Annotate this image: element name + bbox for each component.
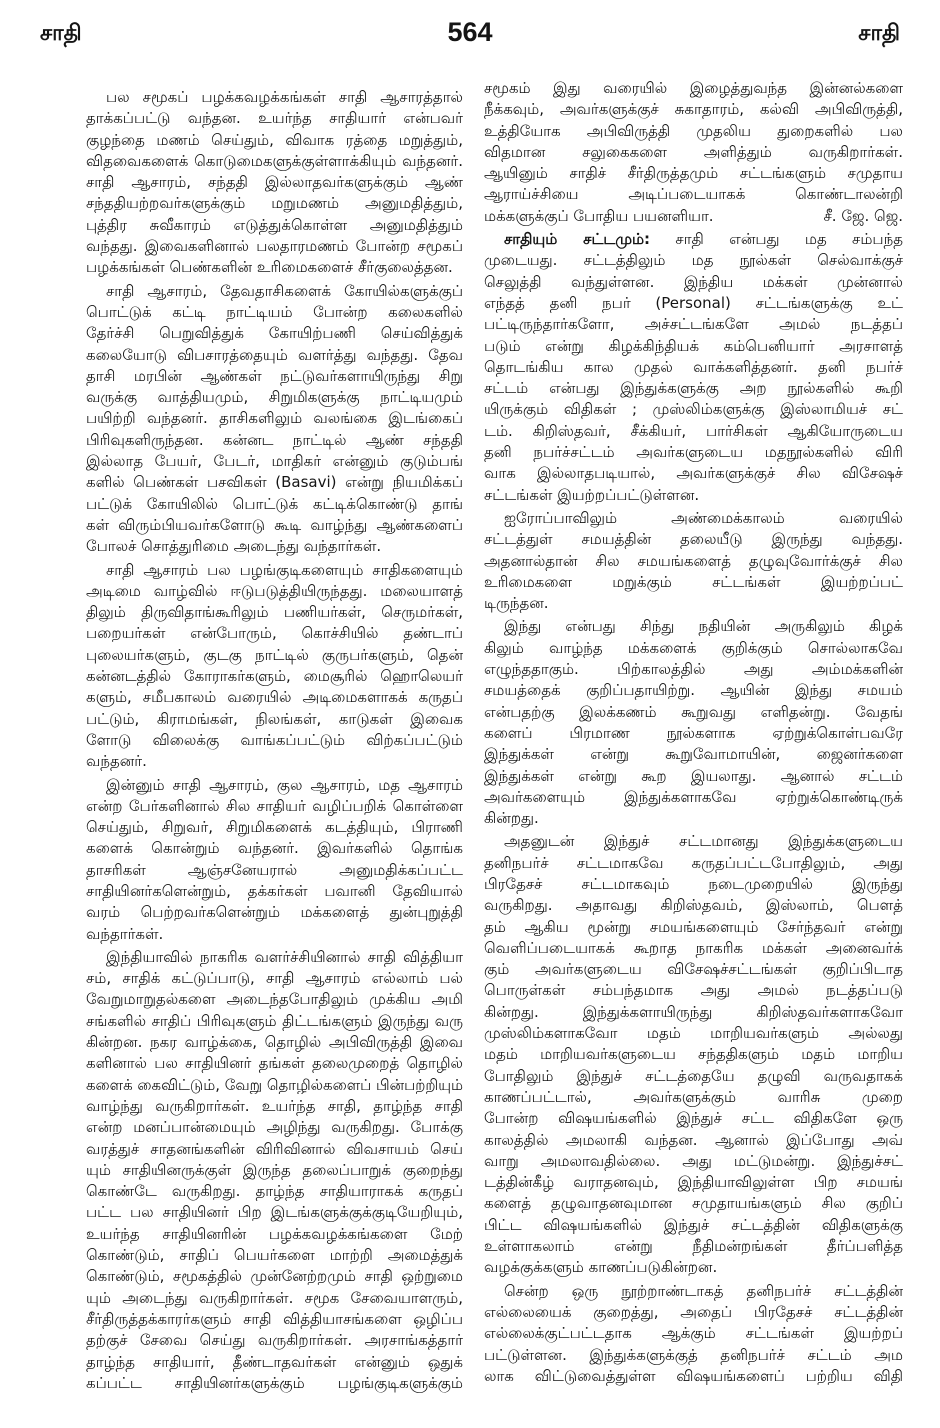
line-text: விதமான சலுகைகளை அளித்தும் வருகிறார்கள். — [484, 142, 903, 161]
text-line — [86, 257, 463, 278]
line-text: பட்டிருந்தார்களோ, அச்சட்டங்களே அமல் நடத்தப் — [484, 315, 903, 334]
text-line — [484, 702, 903, 723]
text-line — [86, 924, 463, 945]
line-text: இந்துக்கள் என்று கூறுவோமாயின், ஜைனர்களை — [484, 745, 903, 764]
line-text: சாதி ஆசாரம், சந்ததி இல்லாதவர்களுக்கும் ஆண் — [86, 173, 463, 192]
text-line — [86, 130, 463, 151]
text-line — [86, 687, 463, 708]
line-text: களினால் பல சாதியினர் தங்கள் தலைமுறைத் தொழில் — [86, 1054, 463, 1073]
line-text: டம். கிறிஸ்தவர், சீக்கியர், பார்சிகள் ஆகியோருடைய — [484, 421, 903, 440]
paragraph — [484, 229, 903, 506]
line-text: பழக்கங்கள் பெண்களின் உரிமைகளைச் சீர்குலைத்தன. — [86, 258, 453, 277]
text-line — [484, 121, 903, 142]
line-text: உரிமைகளை மறுக்கும் சட்டங்கள் இயற்றப்பட் — [484, 572, 903, 591]
line-text: கொண்டும், சமூகத்தில் முன்னேற்றமும் சாதி ஒற்றுமை — [86, 1267, 463, 1286]
text-line — [484, 163, 903, 184]
text-line — [86, 430, 463, 451]
text-line — [484, 1087, 903, 1108]
text-line — [86, 838, 463, 859]
text-line — [86, 666, 463, 687]
text-line — [86, 1309, 463, 1330]
text-line — [484, 659, 903, 680]
line-text: எல்லையைக் குறைத்து, அதைப் பிரதேசச் சட்டத்தின் — [484, 1302, 903, 1321]
paragraph — [484, 1281, 903, 1387]
line-text: மதம் மாறியவர்களுடைய சந்ததிகளும் மதம் மாறிய — [484, 1045, 903, 1064]
line-text: அதனுடன் இந்துச் சட்டமானது இந்துக்களுடைய — [504, 832, 903, 851]
text-line — [86, 1224, 463, 1245]
text-line — [484, 1257, 903, 1278]
line-text: படும் என்று கிழக்கிந்தியக் கம்பெனியார் அரசாளத் — [484, 336, 903, 355]
text-line — [86, 1117, 463, 1138]
text-line — [86, 560, 463, 581]
line-text: பட்டுக் கோயிலில் பொட்டுக் கட்டிக்கொண்டு தாங் — [86, 494, 463, 513]
line-text: களைக் கைவிட்டும், வேறு தொழில்களைப் பின்பற்றியும் — [86, 1075, 463, 1094]
line-text: இந்து என்பது சிந்து நதியின் அருகிலும் கிழக் — [504, 617, 903, 636]
paragraph — [86, 775, 463, 945]
text-line — [484, 1236, 903, 1257]
text-line — [86, 860, 463, 881]
line-text: பறையர்கள் என்போரும், கொச்சியில் தண்டாப் — [86, 624, 463, 643]
text-line — [484, 1215, 903, 1236]
line-text: லாக விட்டுவைத்துள்ள விஷயங்களைப் பற்றிய விதி — [484, 1366, 903, 1385]
text-line — [484, 1366, 903, 1387]
text-line — [484, 572, 903, 593]
text-line — [484, 959, 903, 980]
text-line — [484, 485, 903, 506]
text-line — [86, 1288, 463, 1309]
line-text: கொண்டும், சாதிப் பெயர்களை மாற்றி அமைத்துக் — [86, 1246, 463, 1265]
text-line — [484, 638, 903, 659]
text-line — [86, 1096, 463, 1117]
text-line — [86, 515, 463, 536]
text-line — [484, 293, 903, 314]
line-text: களைக் கொன்றும் வந்தனர். இவர்களில் தொங்க — [86, 839, 463, 858]
line-text: தனிநபர்ச் சட்டமாகவே கருதப்பட்டபோதிலும், அது — [484, 853, 903, 872]
text-line — [86, 172, 463, 193]
text-line — [86, 1011, 463, 1032]
line-text: எந்தத் தனி நபர் (Personal) சட்டங்களுக்கு உட் — [484, 293, 903, 312]
line-text: பட்டும், கிராமங்கள், நிலங்கள், காடுகள் இவைக — [86, 709, 463, 728]
running-head-left: சாதி — [40, 21, 82, 46]
line-text: தேர்ச்சி பெறுவித்துக் கோயிற்பணி செய்வித்துக் — [86, 324, 463, 343]
paragraph — [484, 831, 903, 1278]
line-text: என்ற மனப்பான்மையும் அழிந்து வருகிறது. போக்கு — [86, 1118, 463, 1137]
text-line — [484, 1172, 903, 1193]
line-text: எல்லைக்குட்பட்டதாக ஆக்கும் சட்டங்கள் இயற்றப் — [484, 1324, 903, 1343]
text-line — [86, 902, 463, 923]
line-text: பட்ட பல சாதியினர் பிற இடங்களுக்குக்குடியேறியும், — [86, 1203, 463, 1222]
text-line — [86, 281, 463, 302]
text-line — [86, 387, 463, 408]
line-text: யும் சாதியினருக்குள் இருந்த தலைப்பாறுக் குறைந்து — [86, 1160, 463, 1179]
text-line — [484, 980, 903, 1001]
line-text: பிரிவுகளிருந்தன. கன்னட நாட்டில் ஆண் சந்ததி — [86, 430, 463, 449]
line-text: மக்களுக்குப் போதிய பயனளியா. — [484, 206, 714, 225]
line-text: களைப் பிரமாண நூல்களாக ஏற்றுக்கொள்பவரே — [484, 723, 903, 742]
line-text: ளோடு விலைக்கு வாங்கப்பட்டும் விற்கப்பட்டும் — [86, 730, 463, 749]
text-line — [86, 796, 463, 817]
text-line — [86, 602, 463, 623]
text-line — [484, 336, 903, 357]
right-column — [484, 78, 903, 1387]
line-text: பொட்டுக் கட்டி நாட்டியம் போன்ற கலைகளில் — [86, 302, 463, 321]
text-line — [86, 302, 463, 323]
line-text: செய்தும், சிறுவர், சிறுமிகளைக் கடத்தியும், பிராணி — [86, 818, 463, 837]
line-text: கொண்டே வருகிறது. தாழ்ந்த சாதியாராகக் கருதப் — [86, 1182, 463, 1201]
line-text: தம் ஆகிய மூன்று சமயங்களையும் சேர்ந்தவர் என்று — [484, 917, 903, 936]
line-text: சம், சாதிக் கட்டுப்பாடு, சாதி ஆசாரம் எல்லாம் பல் — [86, 969, 463, 988]
text-line — [484, 529, 903, 550]
text-line — [86, 1373, 463, 1394]
text-line — [484, 99, 903, 120]
line-text: இந்துக்கள் என்று கூற இயலாது. ஆனால் சட்டம் — [484, 766, 903, 785]
text-line — [86, 151, 463, 172]
text-line — [484, 831, 903, 852]
line-text: பயிற்றி வந்தனர். தாசிகளிலும் வலங்கை இடங்கைப் — [86, 409, 463, 428]
line-text: இன்னும் சாதி ஆசாரம், குல ஆசாரம், மத ஆசாரம் — [106, 775, 463, 794]
line-text: சாதியினர்களென்றும், தக்கர்கள் பவானி தேவியால் — [86, 881, 463, 900]
line-text: இந்தியாவில் நாகரிக வளர்ச்சியினால் சாதி வித்தியா — [106, 947, 463, 966]
line-text: வரத்துச் சாதனங்களின் விரிவினால் விவசாயம் செய் — [86, 1139, 463, 1158]
line-text: டத்தின்கீழ் வராதனவும், இந்தியாவிலுள்ள பிற சமயங் — [484, 1173, 903, 1192]
text-line — [484, 1044, 903, 1065]
running-head-right: சாதி — [858, 21, 900, 46]
line-text: யிருக்கும் விதிகள் ; முஸ்லிம்களுக்கு இஸ்லாமியச் சட் — [484, 400, 903, 419]
line-text: சமயத்தைக் குறிப்பதாயிற்று. ஆயின் இந்து சமயம் — [484, 681, 903, 700]
text-line — [484, 1345, 903, 1366]
line-text: சட்டம் என்பது இந்துக்களுக்கு அற நூல்களில் கூறி — [484, 379, 903, 398]
text-line — [484, 853, 903, 874]
text-line — [484, 442, 903, 463]
line-text: களில் பெண்கள் பசவிகள் (Basavi) என்று நியமிக்கப் — [86, 473, 463, 492]
text-line — [484, 314, 903, 335]
line-text: வாக இல்லாதபடியால், அவர்களுக்குச் சில விசேஷச் — [484, 464, 903, 483]
text-line — [86, 623, 463, 644]
line-text: பிரதேசச் சட்டமாகவும் நடைமுறையில் இருந்து — [484, 874, 903, 893]
text-line — [86, 1245, 463, 1266]
line-text: உத்தியோக அபிவிருத்தி முதலிய துறைகளில் பல — [484, 121, 903, 140]
line-text: தற்குச் சேவை செய்து வருகிறார்கள். அரசாங்கத்தார் — [86, 1331, 463, 1350]
line-text: வருகிறது. அதாவது கிறிஸ்தவம், இஸ்லாம், பௌத் — [484, 896, 903, 915]
line-text: தாக்கப்பட்டு வந்தன. உயர்ந்த சாதியார் என்பவர் — [86, 109, 463, 128]
text-line — [484, 744, 903, 765]
line-text: வந்தனர். — [86, 752, 147, 771]
text-line — [86, 968, 463, 989]
line-text: பட்டுள்ளன. இந்துக்களுக்குத் தனிநபர்ச் சட்டம் அம — [484, 1345, 903, 1364]
text-line — [484, 142, 903, 163]
line-text: கின்றது. இந்துக்களாயிருந்து கிறிஸ்தவர்களாகவோ — [484, 1002, 903, 1021]
line-text: காணப்பட்டால், அவர்களுக்கும் வாரிசு முறை — [484, 1087, 903, 1106]
text-line — [86, 366, 463, 387]
text-line — [484, 78, 903, 99]
text-line — [484, 357, 903, 378]
text-line — [484, 808, 903, 829]
left-column — [86, 87, 463, 1394]
text-line — [484, 1323, 903, 1344]
line-text: ஆயினும் சாதிச் சீர்திருத்தமும் சட்டங்களும் சமுதாய — [484, 164, 903, 183]
line-text: போலச் சொத்துரிமை அடைந்து வந்தார்கள். — [86, 537, 382, 556]
text-line — [86, 1160, 463, 1181]
text-line — [86, 323, 463, 344]
paragraph — [86, 947, 463, 1394]
text-line — [86, 751, 463, 772]
line-text: தாசி மரபின் ஆண்கள் நட்டுவர்களாயிருந்து சிறு — [86, 366, 463, 385]
line-text: சமூகம் இது வரையில் இழைத்துவந்த இன்னல்களை — [484, 79, 903, 97]
text-line — [86, 193, 463, 214]
line-text: கிலும் வாழ்ந்த மக்களைக் குறிக்கும் சொல்லாகவே — [484, 638, 903, 657]
line-text: குழந்தை மணம் செய்தும், விவாக ரத்தை மறுத்தும், — [86, 130, 463, 149]
line-text: பொருள்கள் சம்பந்தமாக அது அமல் நடத்தப்படு — [484, 981, 903, 1000]
line-text: போதிலும் இந்துச் சட்டத்தையே தழுவி வருவதாகக் — [484, 1066, 903, 1085]
text-line — [86, 408, 463, 429]
text-line — [86, 345, 463, 366]
line-text: யும் அடைந்து வருகிறார்கள். சமூக சேவையாளரும், — [86, 1288, 463, 1307]
paragraph — [484, 616, 903, 829]
line-text: வந்தது. இவைகளினால் பலதாரமணம் போன்ற சமூகப் — [86, 237, 463, 256]
text-line — [484, 1193, 903, 1214]
text-line — [86, 1352, 463, 1373]
text-line — [484, 616, 903, 637]
text-line — [484, 1302, 903, 1323]
line-text: பிட்ட விஷயங்களில் இந்துச் சட்டத்தின் விதிகளுக்கு — [484, 1215, 903, 1234]
line-text: கும் அவர்களுடைய விசேஷச்சட்டங்கள் குறிப்பிடாத — [484, 960, 903, 979]
text-line — [484, 229, 903, 250]
text-line — [484, 1023, 903, 1044]
text-line — [86, 536, 463, 557]
line-text: கலையோடு விபசாரத்தையும் வளர்த்து வந்தது. தேவ — [86, 345, 463, 364]
text-line — [86, 730, 463, 751]
line-text: அடிமை வாழ்வில் ஈடுபடுத்தியிருந்தது. மலையாளத் — [86, 581, 463, 600]
line-text: வேறுமாறுதல்களை அடைந்தபோதிலும் முக்கிய அமி — [86, 990, 463, 1009]
line-text: டிருந்தன. — [484, 594, 549, 613]
line-text: வழக்குக்களும் காணப்படுகின்றன. — [484, 1258, 718, 1277]
line-text: முஸ்லிம்களாகவோ மதம் மாறியவர்களும் அல்லது — [484, 1024, 903, 1043]
line-text: உயர்ந்த சாதியினரின் பழக்கவழக்கங்களை மேற் — [86, 1224, 463, 1243]
text-line — [86, 1032, 463, 1053]
line-text: திலும் திருவிதாங்கூரிலும் பணியர்கள், செருமர்கள், — [86, 603, 463, 622]
line-text: புத்திர சுவீகாரம் எடுத்துக்கொள்ள அனுமதித்தும் — [86, 215, 463, 234]
line-text: ஐரோப்பாவிலும் அண்மைக்காலம் வரையில் — [504, 508, 903, 527]
text-line — [86, 881, 463, 902]
line-text: இல்லாத பேயர், பேடர், மாதிகர் என்னும் குடும்பங் — [86, 452, 463, 471]
text-line — [484, 723, 903, 744]
line-text: புலையர்களும், குடகு நாட்டில் குருபர்களும், தென் — [86, 645, 463, 664]
text-line — [484, 1108, 903, 1129]
paragraph — [86, 87, 463, 279]
text-line — [484, 917, 903, 938]
text-line — [86, 494, 463, 515]
text-line — [86, 581, 463, 602]
text-line — [484, 1002, 903, 1023]
line-text: சாதி ஆசாரம் பல பழங்குடிகளையும் சாதிகளையும் — [106, 560, 463, 579]
section-heading: சாதியும் சட்டமும்: — [504, 230, 651, 249]
text-line — [86, 947, 463, 968]
line-text: பல சமூகப் பழக்கவழக்கங்கள் சாதி ஆசாரத்தால் — [106, 88, 463, 106]
line-text: சட்டத்துள் சமயத்தின் தலையீடு இருந்து வந்தது. — [484, 530, 903, 549]
text-line — [484, 250, 903, 271]
line-text: காலத்தில் அமலாகி வந்தன. ஆனால் இப்போது அவ் — [484, 1130, 903, 1149]
text-line — [484, 421, 903, 442]
text-line — [484, 463, 903, 484]
line-text: கப்பட்ட சாதியினர்களுக்கும் பழங்குடிகளுக்கும் — [86, 1373, 463, 1392]
paragraph — [484, 78, 903, 227]
text-line — [484, 1130, 903, 1151]
line-text-run: சாதி என்பது மத சம்பந்த — [675, 230, 903, 249]
line-text: வருக்கு வாத்தியமும், சிறுமிகளுக்கு நாட்டியமும் — [86, 388, 463, 407]
line-text: களைத் தழுவாதனவுமான சமுதாயங்களும் சில குறிப் — [484, 1194, 903, 1213]
text-line — [484, 938, 903, 959]
page-number: 564 — [447, 17, 493, 47]
line-text: செலுத்தி வந்துள்ளன. இந்திய மக்கள் முன்னால் — [484, 272, 903, 291]
text-line — [484, 1151, 903, 1172]
line-text: தனி நபர்ச்சட்டம் அவர்களுடைய மதநூல்களில் விரி — [484, 443, 903, 462]
text-line — [86, 236, 463, 257]
text-line — [86, 108, 463, 129]
line-text: என்பதற்கு இலக்கணம் கூறுவது எளிதன்று. வேதங் — [484, 702, 903, 721]
text-line — [86, 709, 463, 730]
line-text: வாழ்ந்து வருகிறார்கள். உயர்ந்த சாதி, தாழ்ந்த சாதி — [86, 1096, 463, 1115]
text-line — [86, 1053, 463, 1074]
line-text: களும், சமீபகாலம் வரையில் அடிமைகளாகக் கருதப் — [86, 688, 463, 707]
line-text: என்ற பேர்களினால் சில சாதியர் வழிப்பறிக் கொள்ளை — [86, 796, 463, 815]
text-line — [484, 508, 903, 529]
text-line — [86, 817, 463, 838]
text-line — [86, 215, 463, 236]
text-line — [484, 874, 903, 895]
line-text: கின்றன. நகர வாழ்க்கை, தொழில் அபிவிருத்தி இவை — [86, 1033, 463, 1052]
text-line — [86, 1330, 463, 1351]
line-text: தாழ்ந்த சாதியார், தீண்டாதவர்கள் என்னும் ஒதுக் — [86, 1352, 463, 1371]
line-text: சாதி ஆசாரம், தேவதாசிகளைக் கோயில்களுக்குப் — [106, 281, 463, 300]
paragraph — [86, 281, 463, 558]
text-line — [484, 206, 903, 227]
text-line — [484, 787, 903, 808]
text-line — [484, 1066, 903, 1087]
line-text: வந்தார்கள். — [86, 924, 164, 943]
text-line — [86, 775, 463, 796]
line-text: சட்டங்கள் இயற்றப்பட்டுள்ளன. — [484, 485, 700, 504]
text-line — [86, 1266, 463, 1287]
line-text: கின்றது. — [484, 809, 539, 828]
text-line — [484, 895, 903, 916]
paragraph — [86, 560, 463, 773]
line-text: ஆராய்ச்சியை அடிப்படையாகக் கொண்டாலன்றி — [484, 185, 903, 204]
text-line — [484, 766, 903, 787]
text-line — [86, 1181, 463, 1202]
line-text: சென்ற ஒரு நூற்றாண்டாகத் தனிநபர்ச் சட்டத்தின் — [504, 1281, 903, 1300]
paragraph — [484, 508, 903, 614]
line-text: முடையது. சட்டத்திலும் மத நூல்கள் செல்வாக்குச் — [484, 251, 903, 270]
text-line — [484, 399, 903, 420]
line-text: வரம் பெற்றவர்களென்றும் மக்களைத் துன்புறுத்தி — [86, 903, 463, 922]
line-text: எழுந்ததாகும். பிற்காலத்தில் அது அம்மக்களின் — [484, 660, 903, 679]
line-text: போன்ற விஷயங்களில் இந்துச் சட்ட விதிகளே ஒரு — [484, 1109, 903, 1128]
text-line — [484, 680, 903, 701]
text-line — [86, 645, 463, 666]
line-text: வாறு அமலாவதில்லை. அது மட்டுமன்று. இந்துச்சட் — [484, 1151, 903, 1170]
line-text — [504, 229, 903, 250]
text-line — [86, 1139, 463, 1160]
line-text: சீர்திருத்தக்காரர்களும் சாதி வித்தியாசங்களை ஒழிப்ப — [86, 1309, 463, 1328]
line-text: தாசரிகள் ஆஞ்சனேயரால் அனுமதிக்கப்பட்ட — [86, 860, 463, 879]
line-text: கள் விரும்பியவர்களோடு கூடி வாழ்ந்து ஆண்களைப் — [86, 515, 463, 534]
text-line — [86, 451, 463, 472]
text-line — [86, 472, 463, 493]
text-line — [484, 272, 903, 293]
text-line — [86, 1075, 463, 1096]
text-line — [86, 1202, 463, 1223]
line-text: சங்களில் சாதிப் பிரிவுகளும் திட்டங்களும் இருந்து வரு — [86, 1011, 463, 1030]
line-text: தொடங்கிய கால முதல் வாக்களித்தனர். தனி நபர்ச் — [484, 357, 903, 376]
text-line — [484, 1281, 903, 1302]
line-text: கன்னடத்தில் கோராகர்களும், மைசூரில் ஹொலெயர் — [86, 667, 463, 686]
text-line — [86, 989, 463, 1010]
line-text: உள்ளாகலாம் என்று நீதிமன்றங்கள் தீர்ப்பளித்த — [484, 1237, 903, 1256]
line-text: நீக்கவும், அவர்களுக்குச் சுகாதாரம், கல்வி அபிவிருத்தி, — [484, 100, 903, 119]
line-text: சந்ததியற்றவர்களுக்கும் மறுமணம் அனுமதித்தும், — [86, 194, 463, 213]
line-text: அதனால்தான் சில சமயங்களைத் தழுவுவோர்க்குச் சில — [484, 551, 903, 570]
line-text: அவர்களையும் இந்துக்களாகவே ஏற்றுக்கொண்டிருக் — [484, 787, 903, 806]
text-line — [86, 87, 463, 108]
author-initials: சீ. ஜே. ஜெ. — [823, 206, 903, 225]
text-line — [484, 593, 903, 614]
text-line — [484, 551, 903, 572]
text-line — [484, 378, 903, 399]
line-text: விதவைகளைக் கொடுமைகளுக்குள்ளாக்கியும் வந்தனர். — [86, 151, 463, 170]
line-text: வெளிப்படையாகக் கூறாத நாகரிக மக்கள் அனைவர்க் — [484, 938, 903, 957]
text-line — [484, 184, 903, 205]
